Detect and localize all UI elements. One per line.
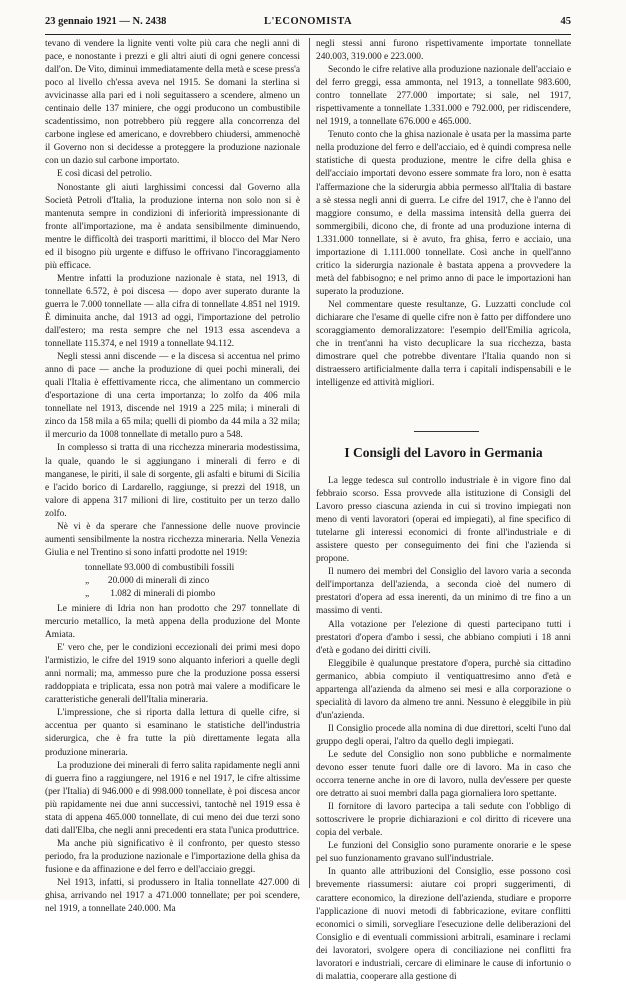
header-rule (45, 34, 571, 35)
paragraph: E così dicasi del petrolio. (57, 169, 153, 180)
journal-title: L'ECONOMISTA (263, 16, 353, 27)
paragraph: Secondo le cifre relative alla produzione nazionale dell'acciaio e del ferro greggi, essa ammonta, nel 1913, a tonnellate 983.600, contro tonnellate 277.000 importate; si sale, nel 1917, rispettivamente a tonnellate 1.331.000 e 792.000, per ridiscendere, nel 1919, a tonnellate 676.000 e 465.000. (316, 65, 571, 128)
paragraph: Il numero dei membri del Consiglio del lavoro varia a seconda dell'importanza dell'azienda, a seconda cioè del numero di prestatori d'opera ad essa inerenti, da un minimo di tre fino a un massimo di venti. (316, 567, 571, 617)
paragraph: Tenuto conto che la ghisa nazionale è usata per la massima parte nella produzione del ferro e dell'acciaio, ed è quindi compresa nelle statistiche di questa produzione, mentre le cifre della ghisa e dell'acciaio importati devono essere sommate fra loro, non è esatta l'affermazione che la siderurgia abbia permesso all'Italia di bastare a sè stessa negli anni di guerra. Le cifre del 1917, che è l'anno del maggiore consumo, e della massima intensità della guerra dei sommergibili, dicono che, di fronte ad una produzione interna di 1.331.000 tonnellate, si è avuto, fra ghisa, ferro e acciaio, una importazione di 1.111.000 tonnellate. Così anche in quell'anno critico la siderurgia nazionale è bastata appena a provvedere la metà del fabbisogno; e nel primo anno di pace le importazioni han superato la produzione. (316, 130, 571, 297)
paragraph: In complesso si tratta di una ricchezza mineraria modestissima, la quale, quando le si aggiungano i minerali di ferro e di manganese, le piriti, il sale di sorgente, gli asfalti e bitumi di Sicilia e l'acido borico di Lardarello, raggiunge, si prezzi del 1918, un valore di appena 317 milioni di lire, costituito per un terzo dallo zolfo. (45, 443, 300, 519)
paragraph: Alla votazione per l'elezione di questi partecipano tutti i prestatori d'opera d'ambo i sessi, che abbiano compiuti i 18 anni d'età e godano dei diritti civili. (316, 619, 571, 656)
paragraph: Ma anche più significativo è il confronto, per questo stesso periodo, fra la produzione nazionale e l'importazione della ghisa da fusione e da affinazione e del ferro e dell'acciaio greggi. (45, 838, 300, 875)
paragraph: Il fornitore di lavoro partecipa a tali sedute con l'obbligo di sottoscrivere le proprie dichiarazioni e col diritto di ricevere una copia del verbale. (316, 802, 571, 839)
paragraph: E' vero che, per le condizioni eccezionali dei primi mesi dopo l'armistizio, le cifre del 1919 sono alquanto inferiori a quelle degli anni normali; ma, ammesso pure che la produzione possa essersi raddoppiata e triplicata, essa non potrà mai valere a modificare le caratteristiche generali dell'Italia mineraria. (45, 643, 300, 706)
page-number: 45 (560, 16, 571, 27)
paragraph: La produzione dei minerali di ferro salita rapidamente negli anni di guerra fino a raggiungere, nel 1916 e nel 1917, le cifre altissime (per l'Italia) di 946.000 e di 998.000 tonnellate, è poi discesa ancor più rapidamente nei due anni successivi, tantochè nel 1919 essa è stata di appena 465.000 tonnellate, di cui meno dei due terzi sono dati dall'Elba, che negli anni precedenti era stata l'unica produttrice. (45, 760, 300, 836)
paragraph: Nè vi è da sperare che l'annessione delle nuove provincie aumenti sensibilmente la nostra ricchezza mineraria. Nella Venezia Giulia e nel Trentino si sono infatti prodotte nel 1919: (45, 521, 300, 558)
paragraph: Nonostante gli aiuti larghissimi concessi dal Governo alla Società Petroli d'Italia, la produzione interna non solo non si è mantenuta sempre in condizioni di inferiorità impressionante di fronte all'importazione, ma è andata sensibilmente diminuendo, mentre le difficoltà dei trasporti marittimi, il blocco del Mar Nero ed il bisogno più urgente e diffuso le offrivano l'incoraggiamento più efficace. (45, 182, 300, 271)
paragraph: Le miniere di Idria non han prodotto che 297 tonnellate di mercurio metallico, la metà appena della produzione del Monte Amiata. (45, 604, 300, 641)
paragraph: tevano di vendere la lignite venti volte più cara che negli anni di pace, e nonostante i prezzi e gli altri aiuti di ogni genere concessi dall'on. De Vito, diminuì immediatamente della metà e scese press'a poco al livello ch'essa aveva nel 1915. Se domani la sterlina si avvicinasse alla pari ed i noli seguitassero a scendere, almeno un centinaio delle 137 miniere, che oggi producono un combustibile scadentissimo, non potrebbero più reggere alla concorrenza del carbone inglese ed americano, e dovrebbero chiudersi, ammenochè il Governo non si decidesse a proteggere la produzione nazionale con un dazio sul carbone importato. (45, 39, 300, 167)
paragraph: Nel 1913, infatti, si produssero in Italia tonnellate 427.000 di ghisa, arrivando nel 1917 a 471.000 tonnellate; per poi scendere, nel 1919, a tonnellate 240.000. Ma (45, 878, 300, 915)
paragraph: L'impressione, che si riporta dalla lettura di quelle cifre, si accentua per quanto si esaminano le statistiche dell'industria siderurgica, che è fra tutte la più direttamente legata alla produzione mineraria. (45, 708, 300, 758)
paragraph: Nel commentare queste resultanze, G. Luzzatti conclude col dichiarare che l'esame di quelle cifre non è fatto per diffondere uno scoraggiamento demoralizzatore: l'esempio dell'Emilia agricola, che in trent'anni ha visto decuplicare la sua ricchezza, basta dimostrare quel che potrebbe diventare l'Italia quando non si distraessero artificialmente dalla terra i capitali indispensabili e le intelligenze ed attività migliori. (316, 299, 571, 389)
paragraph: Eleggibile è qualunque prestatore d'opera, purchè sia cittadino germanico, abbia compiuto il ventiquattresimo anno d'età e appartenga all'azienda da almeno sei mesi e alla corporazione o specialità di lavoro da almeno tre anni. Nessuno è eleggibile in più d'un'azienda. (316, 658, 571, 721)
section-separator (414, 431, 479, 432)
paragraph: In quanto alle attribuzioni del Consiglio, esse possono così brevemente riassumersi: aiutare coi propri suggerimenti, di carattere economico, la direzione dell'azienda, studiare e proporre l'applicazione di nuovi metodi di fabbricazione, evitare conflitti economici o simili, sorvegliare l'esecuzione delle deliberazioni del Consiglio e di eventuali commissioni arbitrali, esaminare i reclami dei lavoratori, svolgere opera di conciliazione nei conflitti fra lavoratori e industriali, cercare di eliminare le cause di infortunio o di malattia, cooperare alla gestione di (316, 867, 571, 982)
stats-line: „ 1.082 di minerali di piombo (85, 588, 216, 599)
paragraph: Il Consiglio procede alla nomina di due direttori, scelti l'uno dal gruppo degli operai, l'altro da quello degli impiegati. (316, 723, 571, 747)
paragraph: negli stessi anni furono rispettivamente importate tonnellate 240.003, 319.000 e 223.000. (316, 39, 571, 63)
stats-line: „ 20.000 di minerali di zinco (85, 575, 210, 586)
paragraph: Mentre infatti la produzione nazionale è stata, nel 1913, di tonnellate 6.572, è poi discesa — dopo aver superato durante la guerra le 7.000 tonnellate — alla cifra di tonnellate 4.851 nel 1919. È diminuita anche, dal 1913 ad oggi, l'importazione del petrolio dall'estero; ma resta sempre che nel 1913 essa ascendeva a tonnellate 115.374, e nel 1919 a tonnellate 94.112. (45, 273, 300, 350)
section-heading: I Consigli del Lavoro in Germania (344, 445, 543, 460)
right-column-top (316, 38, 571, 390)
paragraph: La legge tedesca sul controllo industriale è in vigore fino dal febbraio scorso. Essa provvede alla istituzione di Consigli del Lavoro presso ciascuna azienda in cui si trovino impiegati non meno di venti lavoratori (operai ed impiegati), al fine specifico di tutelarne gli interessi economici di fronte all'industriale e di assistere questo per conseguimento dei fini che l'azienda si propone. (316, 476, 571, 565)
page-header (45, 16, 571, 32)
paragraph: Negli stessi anni discende — e la discesa si accentua nel primo anno di pace — anche la produzione di quei pochi minerali, dei quali l'Italia è effettivamente ricca, che alimentano un commercio d'esportazione di una certa importanza; lo zolfo da 406 mila tonnellate nel 1913, discende nel 1919 a 225 mila; i minerali di zinco da 158 mila a 65 mila; quelli di piombo da 44 mila a 32 mila; il mercurio da 1008 tonnellate di metallo puro a 548. (45, 352, 300, 441)
column-divider (309, 38, 310, 888)
right-column-bottom (316, 475, 571, 984)
paragraph: Le funzioni del Consiglio sono puramente onorarie e le spese pel suo funzionamento gravano sull'industriale. (316, 841, 571, 865)
paragraph: Le sedute del Consiglio non sono pubbliche e normalmente devono esser tenute fuori dalle ore di lavoro. Ma in caso che occorra tenerne anche in ore di lavoro, nulla dev'essere per queste ore detratto ai suoi membri dalla paga giornaliera loro spettante. (316, 749, 571, 800)
left-column (45, 38, 300, 916)
production-stats (45, 562, 300, 601)
issue-date: 23 gennaio 1921 — N. 2438 (45, 16, 167, 27)
stats-line: tonnellate 93.000 di combustibili fossili (85, 562, 235, 573)
